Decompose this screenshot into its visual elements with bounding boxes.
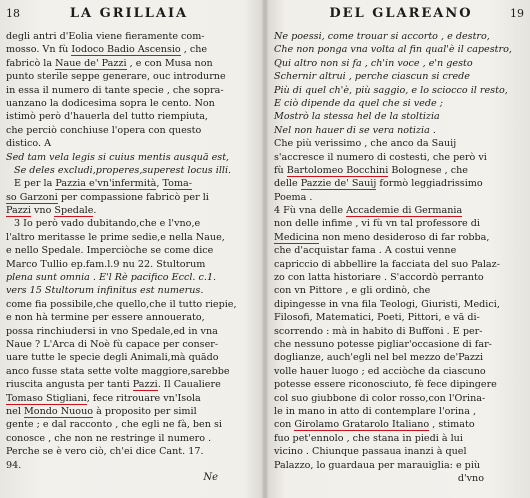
latin-verse-line: Sed tam vela legis si cuius mentis ausquā est, [6,151,230,163]
verse-line: Qui altro non si fa , ch'in voce , e'n gesto [274,57,473,69]
underlined-phrase: Girolamo Gratarolo Italiano [294,419,430,431]
text-segment: E per la [14,178,56,190]
underlined-phrase: Naue de' Pazzi [55,57,127,69]
text-line: conosce , che non ne restringe il numero . [6,432,212,444]
text-line: Palazzo, lo guardaua per marauiglia: e più [274,459,481,471]
text-line: le in mano in atto di contemplare l'orina , [274,405,477,417]
text-line: che nessuno potesse pigliar'occasione di far- [274,338,492,350]
underlined-phrase: Pazzi [132,379,158,391]
text-segment: fù [274,164,287,176]
text-segment: . Il Caualiere [157,379,221,391]
underlined-phrase: Tomaso Stigliani [6,392,87,404]
text-segment: vno [30,205,55,217]
text-line [6,405,258,418]
text-line: scorrendo : mà in habito di Buffoni . E per- [274,325,483,337]
text-segment: 4 Fù vna delle [274,205,347,217]
text-line: in essa il numero di tante specie , che sopra- [6,84,224,96]
verse-line: E ciò dipende da quel che si vede ; [274,97,443,109]
underlined-phrase: Pazzia e'vn'infermità [55,178,157,190]
text-line [6,191,258,204]
text-line [6,177,258,190]
left-running-head [6,6,258,28]
right-page [272,6,524,492]
text-line: vers 15 Stultorum infinitus est numerus. [6,285,204,297]
text-line [6,43,258,56]
text-segment: , fece ritrouare vn'Isola [86,392,201,404]
text-line: 3 Io però vado dubitando,che e l'vno,e [14,218,201,230]
text-line: gente ; e dal racconto , che egli ne fà, ben si [6,419,222,431]
text-line: distico. A [6,138,52,150]
text-line [272,177,524,190]
text-line [6,378,258,391]
text-line: istimò però d'hauerla del tutto riempiuta, [6,111,208,123]
text-line [6,392,258,405]
verse-line: Più di quel ch'è, più saggio, e lo sciocco il resto, [274,84,508,96]
text-segment: delle [274,178,301,190]
text-line: Poema . [274,191,313,203]
text-line: uare tutte le specie degli Animali,mà quādo [6,352,219,364]
text-segment: formò leggiadrissimo [376,178,483,190]
underlined-phrase: Iodoco Badio Ascensio [71,44,181,56]
underlined-phrase: Medicina [274,231,320,243]
text-line: volle hauer luogo ; ed acciòche da ciascuno [274,365,486,377]
right-page-number: 19 [510,7,524,20]
text-line: degli antri d'Eolia viene fieramente com- [6,31,205,42]
text-line [272,418,524,431]
underlined-phrase: so Garzoni [6,191,58,203]
text-segment: , che [180,44,208,56]
text-line: s'accresce il numero di costesti, che però vi [274,151,487,163]
verse-line: Che non ponga vna volta al fin qual'è il capestro, [274,44,512,56]
text-line: dipingesse in vna fila Teologi, Giuristi, Medici, [274,298,500,310]
text-line [272,231,524,244]
left-catchword: Ne [203,471,218,483]
left-running-title: LA GRILLAIA [69,6,189,21]
verse-line: Schernir altrui , perche ciascun si crede [274,71,470,83]
right-running-head [272,6,524,28]
text-line: possa rinchiudersi in vno Spedale,ed in vna [6,325,218,337]
text-line: 94. [6,459,22,471]
text-line: doglianze, auch'egli nel bel mezzo de'Pazzi [274,352,484,364]
verse-line: Mostrò la stessa hel de la stoltizia [274,111,440,123]
right-running-title: DEL GLAREANO [329,6,473,21]
text-segment: mosso. Vn fù [6,44,72,56]
text-line: zo con latta historiare . S'accordò perranto [274,272,484,284]
text-line: vicino . Chiunque passaua inanzi à quel [274,446,467,458]
text-line: e non hà termine per essere annouerato, [6,312,205,324]
book-gutter [262,0,268,498]
text-line: Naue ? L'Arca di Noè fù capace per conser- [6,338,219,350]
underlined-phrase: Toma- [162,178,193,190]
text-line [6,204,258,217]
text-line: l'altro meritasse le prime sedie,e nella Naue, [6,231,225,243]
verse-line: Nel non hauer di se vera notizia . [274,124,436,136]
underlined-phrase: Mondo Nuouo [23,405,94,417]
text-line: come fia possibile,che quello,che il tutto riepie, [6,298,237,310]
text-line: plena sunt omnia . E'l Rè pacifico Eccl. c.1. [6,272,217,284]
text-line: anco fusse stata sette volte maggiore,sarebbe [6,365,230,377]
text-line: Perche se è vero ciò, ch'ei dice Cant. 17. [6,446,204,458]
underlined-phrase: Spedale [54,205,94,217]
text-line: punto sterile seppe generare, ouc introdurne [6,71,226,83]
text-line: fuo pet'ennolo , che stana in piedi à lui [274,432,463,444]
text-line: che d'acquistar fama . A costui venne [274,245,457,257]
text-segment: , stimato [429,419,475,431]
text-segment: Bolognese , che [388,164,468,176]
text-line: che perciò conchiuse l'opera con questo [6,124,202,136]
text-segment: , [156,178,163,190]
text-segment: fabricò la [6,57,56,69]
text-segment: nel [6,405,24,417]
underlined-phrase: Bartolomeo Bocchini [286,164,389,176]
latin-verse-line: Se deles excludi,properes,superest locus illi. [14,164,232,176]
text-line [6,57,258,70]
left-text-block [6,30,258,472]
text-line: con vn Pittore , e gli ordinò, che [274,285,431,297]
text-line: non delle infime , vi fù vn tal professore di [274,218,480,230]
text-line: Che più verissimo , che anco da Sauij [274,138,457,150]
text-line: Filosofi, Matematici, Poeti, Pittori, e vā di- [274,312,480,324]
text-segment: per compassione fabricò per li [57,191,209,203]
underlined-phrase: Pazzi [6,205,31,217]
right-text-block [272,30,524,485]
text-line: d'vno [457,472,484,484]
text-line: capriccio di abbellire la facciata del suo Palaz- [274,258,500,270]
underlined-phrase: Accademie di Germania [346,205,463,217]
text-line [272,204,524,217]
left-page [6,6,258,492]
text-line: uanzano la dodicesima sopra le cento. Non [6,97,215,109]
verse-line: Ne poessi, come trouar si accorto , e destro, [274,31,490,42]
text-segment: riuscita angusta per tanti [6,379,133,391]
text-line: Marco Tullio ep.fam.l.9 nu 22. Stultorum [6,258,206,270]
text-segment: , e con Musa non [126,57,213,69]
text-segment: non meno desideroso di far robba, [319,231,490,243]
text-line: potesse essere riconosciuto, fè fece dipingere [274,379,497,391]
text-line [272,164,524,177]
text-segment: . [93,205,97,217]
left-page-number: 18 [6,7,20,20]
text-line: col suo giubbone di color rosso,con l'Orina- [274,392,486,404]
text-segment: à proposito per simil [93,405,197,417]
text-segment: con [274,419,295,431]
underlined-phrase: Pazzie de' Sauij [300,178,377,190]
text-line: e nello Spedale. Imperciòche se come dice [6,245,214,257]
